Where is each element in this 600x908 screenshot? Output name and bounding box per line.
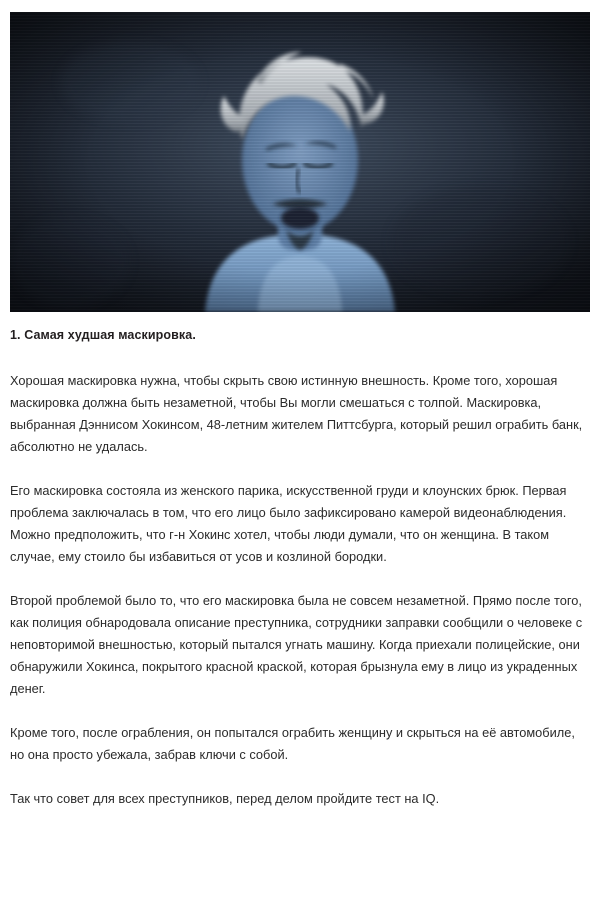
paragraph-5: Так что совет для всех преступников, перед делом пройдите тест на IQ. <box>10 791 440 806</box>
article-page <box>0 12 600 908</box>
paragraph-3: Второй проблемой было то, что его маскировка была не совсем незаметной. Прямо после того, как полиция обнародовала описание преступника, сотрудники заправки сообщили о человеке с неповторимой внешностью, который пытался угнать машину. Когда приехали полицейские, они обнаружили Хокинса, покрытого красной краской, которая брызнула ему в лицо из украденных денег. <box>10 593 583 696</box>
image-caption: 1. Самая худшая маскировка. <box>10 328 196 342</box>
article-body <box>10 370 590 810</box>
surveillance-figure-illustration <box>10 12 590 312</box>
paragraph-4: Кроме того, после ограбления, он попытался ограбить женщину и скрыться на её автомобиле, но она просто убежала, забрав ключи с собой. <box>10 725 575 762</box>
paragraph-2: Его маскировка состояла из женского парика, искусственной груди и клоунских брюк. Первая проблема заключалась в том, что его лицо было зафиксировано камерой видеонаблюдения. Можно предположить, что г-н Хокинс хотел, чтобы люди думали, что он женщина. В таком случае, ему стоило бы избавиться от усов и козлиной бородки. <box>10 483 567 564</box>
article-image <box>10 12 590 312</box>
paragraph-1: Хорошая маскировка нужна, чтобы скрыть свою истинную внешность. Кроме того, хорошая маскировка должна быть незаметной, чтобы Вы могли смешаться с толпой. Маскировка, выбранная Дэннисом Хокинсом, 48-летним жителем Питтсбурга, который решил ограбить банк, абсолютно не удалась. <box>10 373 583 454</box>
